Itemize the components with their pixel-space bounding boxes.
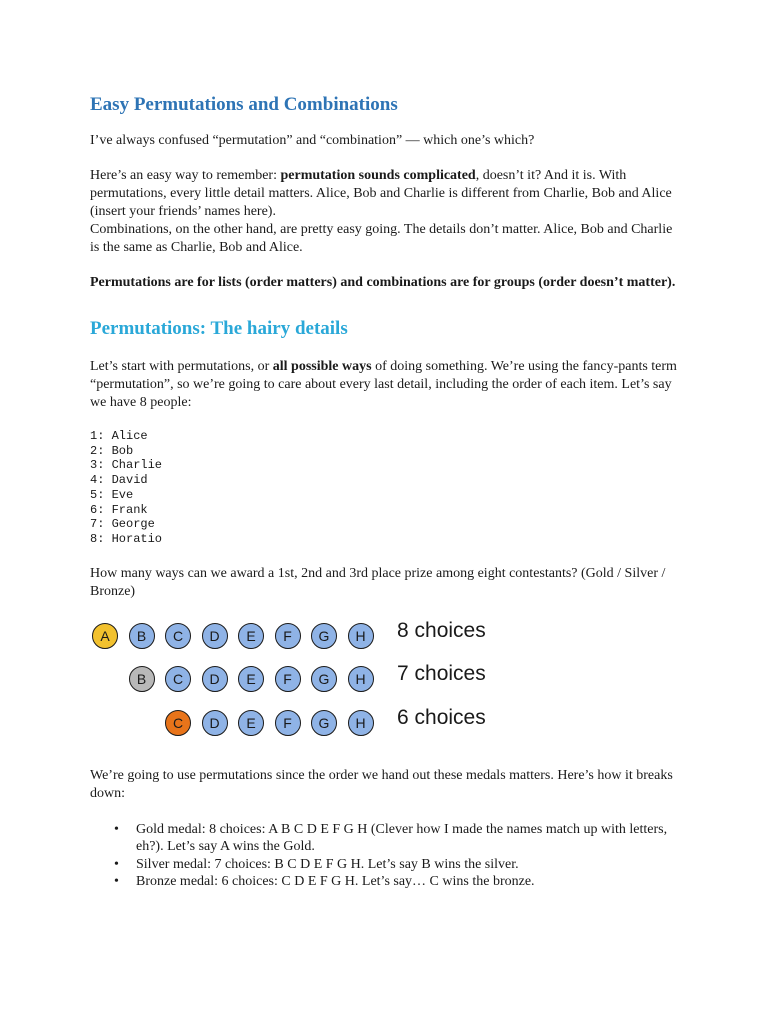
choice-circle-b: B bbox=[129, 623, 155, 649]
permutations-text-after: of doing something. We’re using the fancy-pants term “permutation”, so we’re going to care about every last detail, including the order of each item. Let’s say we have 8 people: bbox=[90, 359, 677, 410]
explanation-paragraph bbox=[90, 167, 680, 221]
choice-circle-f: F bbox=[275, 623, 301, 649]
people-list-item: 6: Frank bbox=[90, 502, 148, 517]
choice-circle-a: A bbox=[92, 623, 118, 649]
people-list-item: 7: George bbox=[90, 517, 155, 532]
people-list-item: 1: Alice bbox=[90, 429, 148, 443]
intro-paragraph: I’ve always confused “permutation” and “combination” — which one’s which? bbox=[90, 133, 535, 148]
list-item bbox=[90, 873, 680, 891]
choice-circle-h: H bbox=[348, 666, 374, 692]
choice-count-label: 6 choices bbox=[397, 705, 486, 729]
choices-diagram bbox=[90, 618, 680, 753]
permutations-bold: all possible ways bbox=[272, 359, 372, 374]
choice-circle-d: D bbox=[202, 666, 228, 692]
combinations-paragraph: Combinations, on the other hand, are pretty easy going. The details don’t matter. Alice, Bob and Charlie is the same as Charlie, Bob and Alice. bbox=[90, 222, 673, 255]
summary-bold: Permutations are for lists (order matters) and combinations are for groups (order doesn’t matter). bbox=[90, 275, 676, 290]
explanation-bold: permutation sounds complicated bbox=[280, 168, 476, 183]
people-list-item: 4: David bbox=[90, 473, 148, 488]
permutations-paragraph bbox=[90, 358, 680, 412]
choice-circle-d: D bbox=[202, 623, 228, 649]
choice-circle-g: G bbox=[311, 710, 337, 736]
choice-circle-c: C bbox=[165, 710, 191, 736]
choice-row bbox=[90, 618, 690, 653]
choice-circle-h: H bbox=[348, 710, 374, 736]
document-page bbox=[90, 92, 680, 891]
choice-circle-g: G bbox=[311, 666, 337, 692]
choice-circle-e: E bbox=[238, 710, 264, 736]
people-list-item: 3: Charlie bbox=[90, 458, 163, 473]
summary-paragraph bbox=[90, 274, 680, 292]
choice-circle-f: F bbox=[275, 666, 301, 692]
list-item bbox=[90, 821, 680, 856]
choice-circle-b: B bbox=[129, 666, 155, 692]
choice-count-label: 7 choices bbox=[397, 662, 486, 686]
list-item-text: Silver medal: 7 choices: B C D E F G H. Let’s say B wins the silver. bbox=[136, 856, 519, 872]
choice-circle-e: E bbox=[238, 666, 264, 692]
people-list-item: 2: Bob bbox=[90, 443, 134, 458]
people-list-item: 5: Eve bbox=[90, 487, 134, 502]
explanation-text-after: , doesn’t it? And it is. With permutations, every little detail matters. Alice, Bob and Charlie is different from Charlie, Bob and Alice (insert your friends’ names here). bbox=[90, 168, 672, 219]
people-list-item: 8: Horatio bbox=[90, 531, 163, 546]
list-item-text: Gold medal: 8 choices: A B C D E F G H (Clever how I made the names match up with letters, eh?). Let’s say A wins the Gold. bbox=[136, 821, 668, 855]
bullet-icon: • bbox=[114, 821, 119, 837]
choice-circle-c: C bbox=[165, 666, 191, 692]
list-item-text: Bronze medal: 6 choices: C D E F G H. Let’s say… C wins the bronze. bbox=[136, 874, 535, 890]
medal-list bbox=[90, 821, 680, 891]
choice-row bbox=[90, 662, 690, 696]
section-title-permutations: Permutations: The hairy details bbox=[90, 318, 348, 339]
choice-row bbox=[90, 705, 690, 740]
question-paragraph: How many ways can we award a 1st, 2nd and 3rd place prize among eight contestants? (Gold / Silver / Bronze) bbox=[90, 565, 666, 599]
choice-circle-g: G bbox=[311, 623, 337, 649]
choice-circle-c: C bbox=[165, 623, 191, 649]
choice-circle-f: F bbox=[275, 710, 301, 736]
choice-circle-h: H bbox=[348, 623, 374, 649]
explanation-text-before: Here’s an easy way to remember: bbox=[90, 168, 281, 183]
breakdown-paragraph: We’re going to use permutations since the order we hand out these medals matters. Here’s how it breaks down: bbox=[90, 767, 673, 801]
people-list bbox=[90, 429, 680, 547]
choice-circle-d: D bbox=[202, 710, 228, 736]
page-title: Easy Permutations and Combinations bbox=[90, 94, 398, 115]
choice-circle-e: E bbox=[238, 623, 264, 649]
list-item bbox=[90, 856, 680, 874]
choice-count-label: 8 choices bbox=[397, 618, 486, 642]
permutations-text-before: Let’s start with permutations, or bbox=[90, 359, 273, 374]
bullet-icon: • bbox=[114, 856, 119, 872]
bullet-icon: • bbox=[114, 874, 119, 890]
